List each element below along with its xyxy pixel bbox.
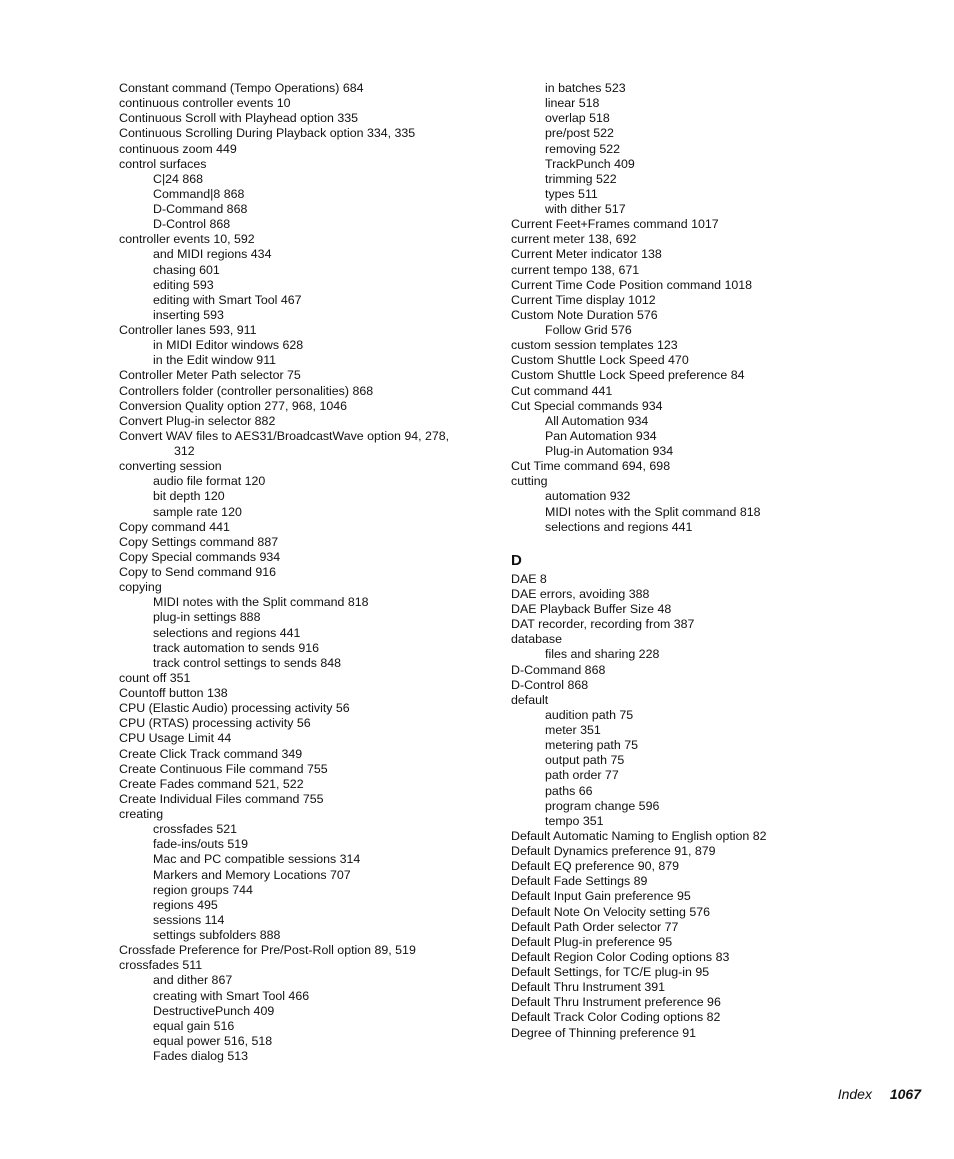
index-subentry: chasing 601 bbox=[153, 262, 220, 277]
index-entry: cutting bbox=[511, 474, 548, 489]
index-entry: database bbox=[511, 632, 562, 647]
index-entry: Default Fade Settings 89 bbox=[511, 874, 648, 889]
index-entry: Create Individual Files command 755 bbox=[119, 791, 324, 806]
index-subentry: editing with Smart Tool 467 bbox=[153, 292, 302, 307]
index-entry: Default Automatic Naming to English option 82 bbox=[511, 828, 767, 843]
index-subentry: Fades dialog 513 bbox=[153, 1049, 249, 1063]
page-footer bbox=[838, 1086, 921, 1102]
index-entry: Degree of Thinning preference 91 bbox=[511, 1025, 697, 1040]
index-subentry: DestructivePunch 409 bbox=[153, 1003, 275, 1018]
index-entry: DAT recorder, recording from 387 bbox=[511, 617, 695, 632]
index-entry: custom session templates 123 bbox=[511, 338, 678, 353]
index-entry: Cut Time command 694, 698 bbox=[511, 459, 671, 474]
index-subentry: MIDI notes with the Split command 818 bbox=[153, 595, 369, 610]
index-entry: control surfaces bbox=[119, 156, 207, 171]
index-entry: count off 351 bbox=[119, 670, 191, 685]
index-entry: Default Dynamics preference 91, 879 bbox=[511, 844, 716, 858]
index-subentry: trimming 522 bbox=[545, 171, 617, 186]
index-subentry: Pan Automation 934 bbox=[545, 428, 657, 443]
index-subentry: bit depth 120 bbox=[153, 489, 225, 504]
index-entry-continuation: 312 bbox=[174, 444, 195, 458]
index-entry: Cut command 441 bbox=[511, 383, 613, 398]
index-subentry: Command|8 868 bbox=[153, 186, 245, 201]
index-column-right bbox=[511, 81, 911, 1041]
index-subentry: sample rate 120 bbox=[153, 504, 242, 519]
index-entry: CPU (RTAS) processing activity 56 bbox=[119, 716, 311, 731]
index-entry: Default Thru Instrument preference 96 bbox=[511, 995, 721, 1010]
index-entry: copying bbox=[119, 580, 162, 595]
index-subentry: Plug-in Automation 934 bbox=[545, 444, 674, 458]
index-subentry: equal power 516, 518 bbox=[153, 1033, 273, 1048]
index-subentry: regions 495 bbox=[153, 897, 218, 912]
index-entry: Custom Shuttle Lock Speed 470 bbox=[511, 353, 689, 368]
index-entry: Default Plug-in preference 95 bbox=[511, 934, 673, 949]
index-subentry: editing 593 bbox=[153, 277, 214, 292]
index-entry: Default EQ preference 90, 879 bbox=[511, 859, 680, 874]
index-entry: Default Path Order selector 77 bbox=[511, 919, 679, 934]
index-entry: Controller Meter Path selector 75 bbox=[119, 368, 301, 383]
index-subentry: linear 518 bbox=[545, 96, 600, 111]
index-entry: Controllers folder (controller personalities) 868 bbox=[119, 383, 374, 398]
index-subentry: fade-ins/outs 519 bbox=[153, 837, 249, 852]
index-subentry: selections and regions 441 bbox=[153, 625, 301, 640]
footer-label: Index bbox=[837, 1086, 872, 1102]
index-entry: DAE errors, avoiding 388 bbox=[511, 586, 650, 601]
index-column-left bbox=[119, 81, 499, 1064]
index-subentry: Mac and PC compatible sessions 314 bbox=[153, 852, 361, 867]
index-subentry: track automation to sends 916 bbox=[153, 640, 319, 655]
index-entry: DAE 8 bbox=[511, 571, 547, 586]
index-entry: Current Time Code Position command 1018 bbox=[511, 277, 753, 292]
index-subentry: Follow Grid 576 bbox=[545, 323, 632, 337]
index-entry: controller events 10, 592 bbox=[119, 232, 255, 247]
index-subentry: D-Control 868 bbox=[153, 217, 231, 232]
index-entry: Controller lanes 593, 911 bbox=[119, 323, 257, 337]
index-entry: default bbox=[511, 692, 549, 707]
index-entry: D-Command 868 bbox=[511, 662, 606, 677]
index-entry: Convert WAV files to AES31/BroadcastWave option 94, 278, bbox=[119, 428, 450, 443]
page-number: 1067 bbox=[889, 1086, 921, 1102]
section-letter-heading: D bbox=[511, 551, 522, 569]
index-subentry: selections and regions 441 bbox=[545, 519, 693, 534]
index-subentry: types 511 bbox=[545, 186, 598, 201]
index-subentry: path order 77 bbox=[545, 768, 619, 783]
index-entry: Countoff button 138 bbox=[119, 686, 228, 700]
index-subentry: audio file format 120 bbox=[153, 474, 266, 489]
index-entry: Create Continuous File command 755 bbox=[119, 761, 328, 776]
index-entry: creating bbox=[119, 807, 164, 821]
index-entry: Default Input Gain preference 95 bbox=[511, 889, 691, 904]
index-subentry: tempo 351 bbox=[545, 813, 604, 828]
index-subentry: output path 75 bbox=[545, 753, 625, 768]
index-subentry: MIDI notes with the Split command 818 bbox=[545, 504, 761, 519]
index-entry: Default Settings, for TC/E plug-in 95 bbox=[511, 965, 710, 979]
index-entry: CPU (Elastic Audio) processing activity 56 bbox=[119, 701, 350, 716]
index-subentry: with dither 517 bbox=[545, 202, 626, 216]
index-entry: DAE Playback Buffer Size 48 bbox=[511, 602, 672, 616]
index-entry: Convert Plug-in selector 882 bbox=[119, 413, 276, 428]
index-subentry: crossfades 521 bbox=[153, 822, 238, 837]
index-entry: Crossfade Preference for Pre/Post-Roll option 89, 519 bbox=[119, 943, 416, 958]
index-subentry: settings subfolders 888 bbox=[153, 928, 281, 942]
index-entry: Cut Special commands 934 bbox=[511, 398, 663, 413]
index-entry: Create Click Track command 349 bbox=[119, 746, 303, 761]
index-subentry: program change 596 bbox=[545, 798, 660, 813]
index-subentry: Markers and Memory Locations 707 bbox=[153, 867, 351, 882]
index-entry: Conversion Quality option 277, 968, 1046 bbox=[119, 398, 348, 413]
index-entry: Default Note On Velocity setting 576 bbox=[511, 904, 711, 919]
index-entry: Current Time display 1012 bbox=[511, 292, 656, 307]
index-entry: continuous controller events 10 bbox=[119, 96, 291, 111]
index-subentry: plug-in settings 888 bbox=[153, 610, 261, 625]
index-subentry: metering path 75 bbox=[545, 738, 638, 753]
index-subentry: track control settings to sends 848 bbox=[153, 655, 342, 670]
index-entry: Copy to Send command 916 bbox=[119, 565, 277, 579]
index-entry: Current Feet+Frames command 1017 bbox=[511, 217, 719, 232]
index-subentry: in the Edit window 911 bbox=[153, 353, 277, 368]
index-subentry: pre/post 522 bbox=[545, 126, 614, 141]
index-subentry: removing 522 bbox=[545, 141, 621, 156]
index-entry: Copy Settings command 887 bbox=[119, 534, 279, 549]
index-subentry: in MIDI Editor windows 628 bbox=[153, 338, 304, 353]
index-entry: Copy command 441 bbox=[119, 519, 230, 534]
index-subentry: files and sharing 228 bbox=[545, 647, 660, 662]
index-subentry: region groups 744 bbox=[153, 882, 253, 897]
index-entry: Current Meter indicator 138 bbox=[511, 247, 662, 262]
index-entry: Default Thru Instrument 391 bbox=[511, 980, 666, 995]
index-entry: converting session bbox=[119, 459, 222, 474]
index-subentry: creating with Smart Tool 466 bbox=[153, 988, 310, 1003]
index-subentry: automation 932 bbox=[545, 489, 631, 504]
index-entry: Continuous Scrolling During Playback option 334, 335 bbox=[119, 126, 416, 141]
index-entry: current tempo 138, 671 bbox=[511, 262, 640, 277]
index-subentry: and dither 867 bbox=[153, 973, 233, 988]
index-subentry: paths 66 bbox=[545, 783, 593, 798]
index-subentry: and MIDI regions 434 bbox=[153, 247, 272, 262]
index-subentry: D-Command 868 bbox=[153, 202, 248, 216]
index-entry: crossfades 511 bbox=[119, 958, 203, 973]
index-entry: D-Control 868 bbox=[511, 677, 589, 692]
index-subentry: in batches 523 bbox=[545, 81, 626, 95]
index-entry: Custom Note Duration 576 bbox=[511, 307, 658, 322]
index-entries-c-continued bbox=[511, 81, 911, 535]
index-subentry: All Automation 934 bbox=[545, 413, 649, 428]
index-entry: Constant command (Tempo Operations) 684 bbox=[119, 81, 364, 95]
index-subentry: overlap 518 bbox=[545, 111, 610, 126]
index-subentry: sessions 114 bbox=[153, 912, 225, 927]
index-subentry: inserting 593 bbox=[153, 307, 224, 322]
index-entries-d bbox=[511, 572, 911, 1041]
index-subentry: audition path 75 bbox=[545, 707, 634, 722]
index-subentry: meter 351 bbox=[545, 723, 601, 737]
index-entry: current meter 138, 692 bbox=[511, 232, 637, 247]
index-subentry: equal gain 516 bbox=[153, 1018, 235, 1033]
index-subentry: C|24 868 bbox=[153, 171, 204, 186]
index-entry: CPU Usage Limit 44 bbox=[119, 731, 232, 746]
index-entry: Default Region Color Coding options 83 bbox=[511, 949, 730, 964]
index-entry: Continuous Scroll with Playhead option 335 bbox=[119, 111, 359, 126]
index-entry: Custom Shuttle Lock Speed preference 84 bbox=[511, 368, 745, 383]
index-entry: Create Fades command 521, 522 bbox=[119, 776, 304, 791]
index-entry: Copy Special commands 934 bbox=[119, 549, 281, 564]
index-subentry: TrackPunch 409 bbox=[545, 156, 635, 171]
index-entry: continuous zoom 449 bbox=[119, 141, 237, 156]
index-entry: Default Track Color Coding options 82 bbox=[511, 1010, 721, 1025]
